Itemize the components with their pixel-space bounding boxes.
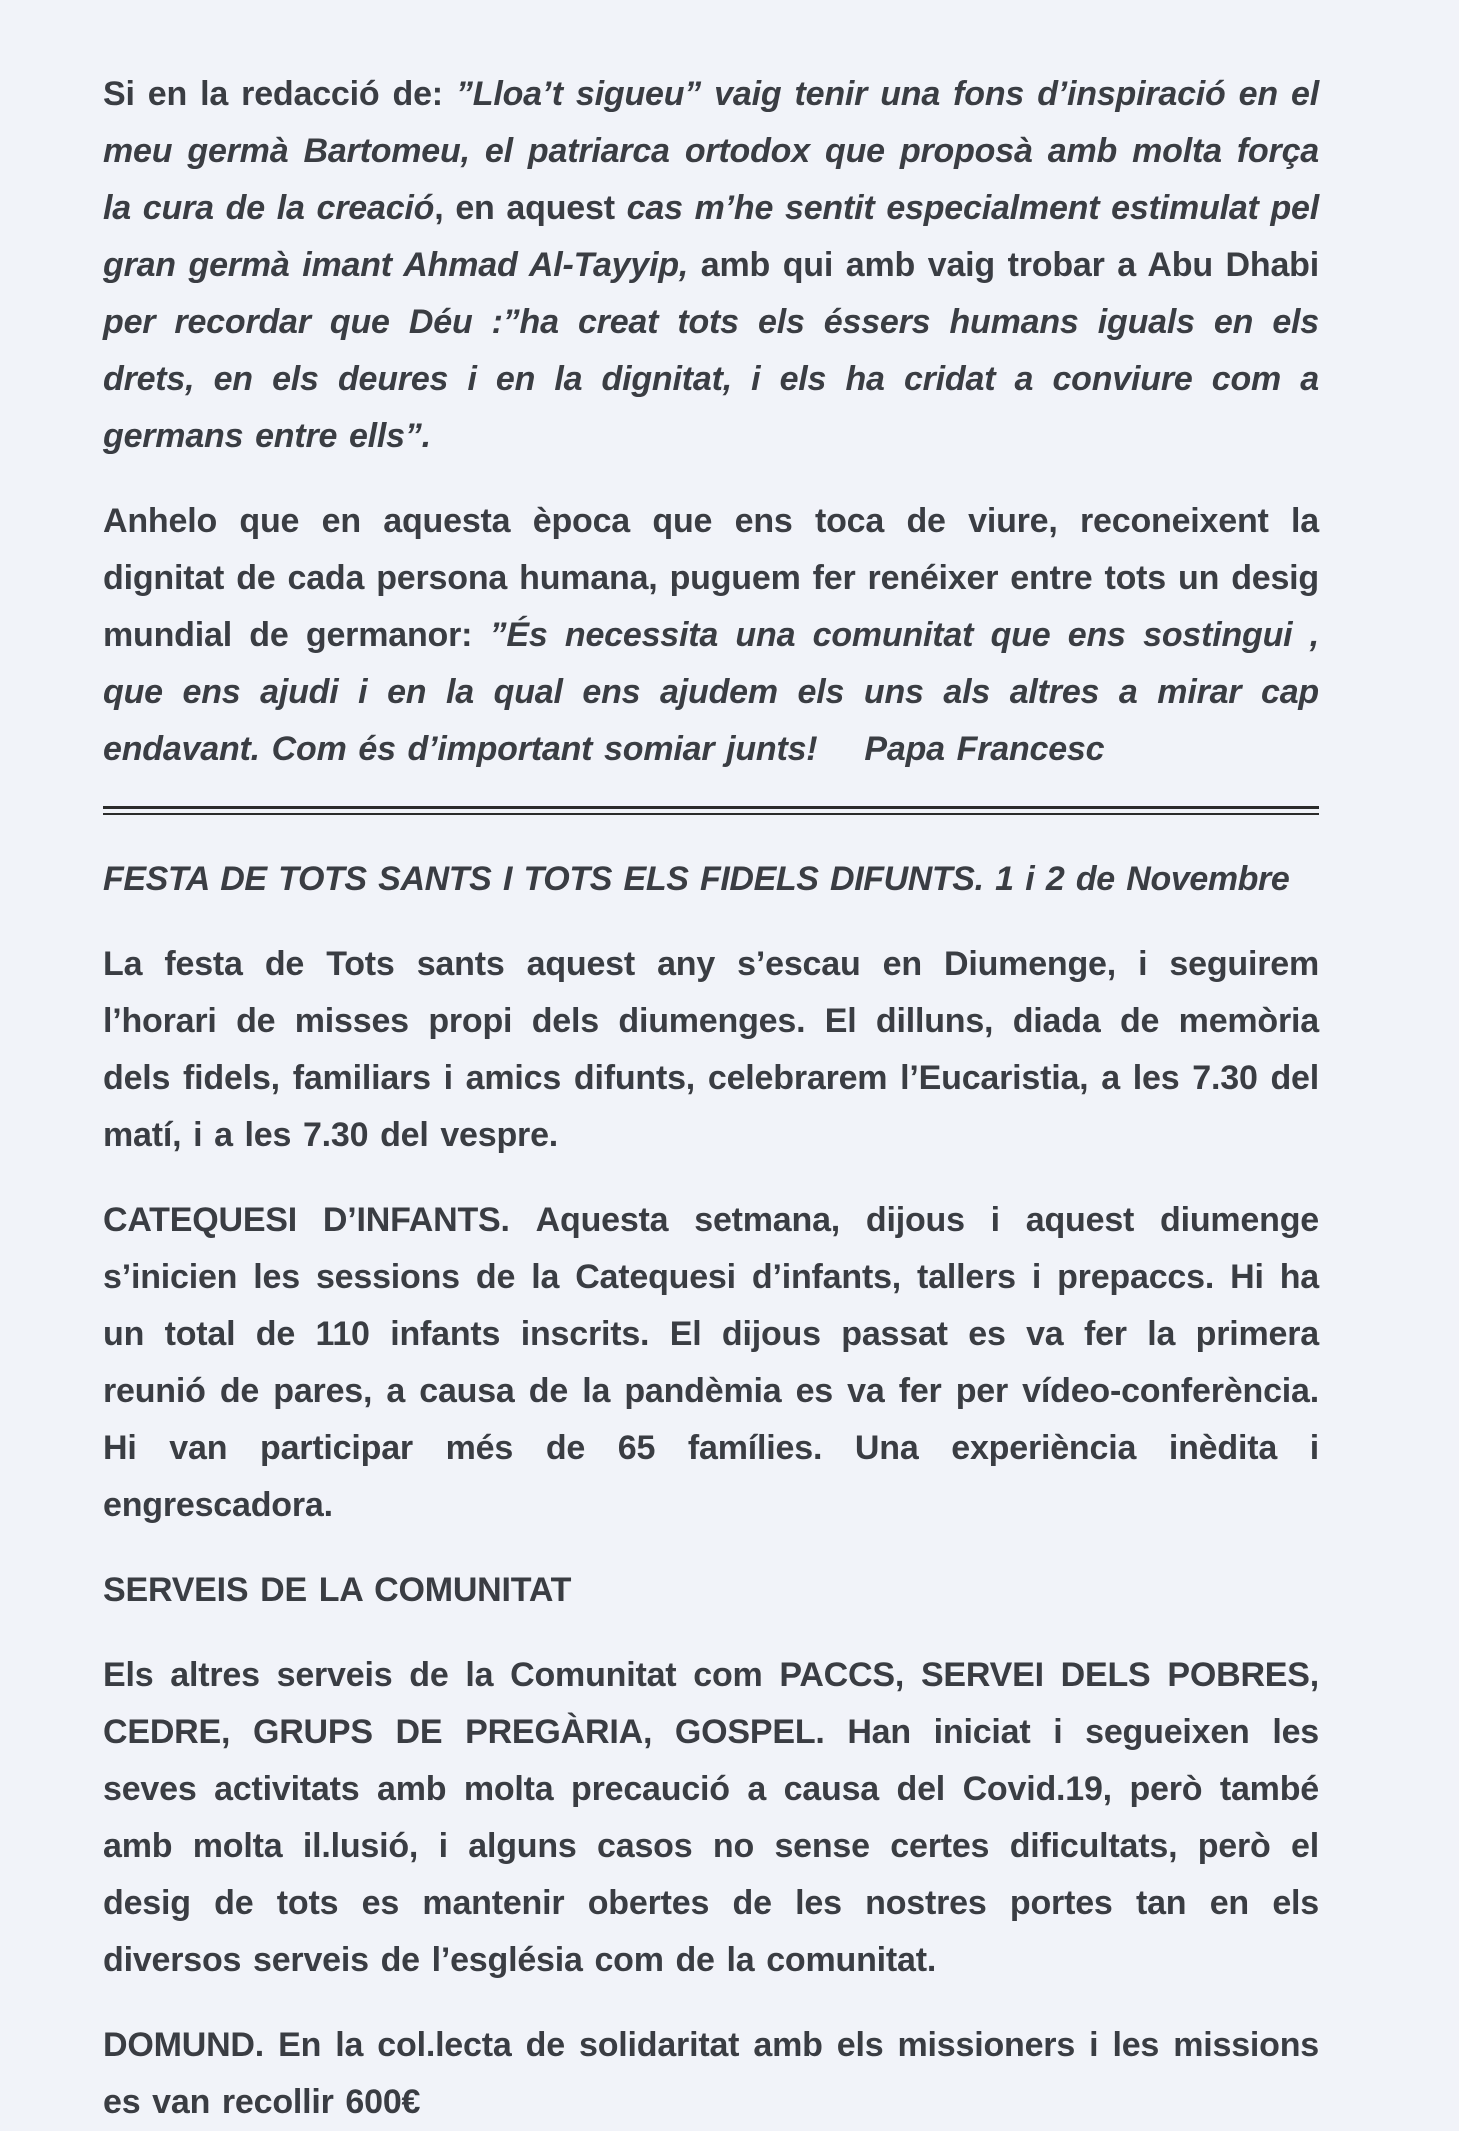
text-run: Si en la redacció de: xyxy=(103,75,456,113)
heading-text: FESTA DE TOTS SANTS I TOTS ELS FIDELS DIFUNTS. 1 i 2 de Novembre xyxy=(103,860,1290,898)
text-run: Anhelo que en aquesta època que ens toca de viure, reconeixent la dignitat de cada persona humana, puguem fer renéixer entre tots un desig mundial de germanor: xyxy=(103,502,1319,654)
heading-text: SERVEIS DE LA COMUNITAT xyxy=(103,1571,572,1609)
text-run: , en aquest xyxy=(434,189,627,227)
text-run: Aquesta setmana, dijous i aquest diumenge s’inicien les sessions de la Catequesi d’infants, tallers i prepaccs. Hi ha un total de 110 infants inscrits. El dijous passat es va fer la primera reunió de pares, a causa de la pandèmia es va fer per vídeo-conferència. Hi van participar més de 65 famílies. Una experiència inèdita i engrescadora. xyxy=(103,1201,1319,1524)
intro-quote-paragraph xyxy=(103,66,1319,465)
text-run: La festa de Tots sants aquest any s’escau en Diumenge, i seguirem l’horari de misses propi dels diumenges. El dilluns, diada de memòria dels fidels, familiars i amics difunts, celebrarem l’Eucaristia, a les 7.30 del matí, i a les 7.30 del vespre. xyxy=(103,945,1319,1154)
catequesi-paragraph xyxy=(103,1192,1319,1534)
anhelo-paragraph xyxy=(103,493,1319,778)
text-run-italic: ”Lloa’t sigueu” vaig tenir una fons d’inspiració en el meu germà Bartomeu, el patriarca ortodox que proposà amb molta força la cura de la creació xyxy=(103,75,1319,227)
festa-paragraph xyxy=(103,936,1319,1164)
serveis-heading xyxy=(103,1562,1319,1619)
text-run: amb qui amb vaig trobar a Abu Dhabi xyxy=(700,246,1319,284)
paragraph-lead-in: CATEQUESI D’INFANTS. xyxy=(103,1201,536,1239)
text-run: Els altres serveis de la Comunitat com PACCS, SERVEI DELS POBRES, CEDRE, GRUPS DE PREGÀRIA, GOSPEL. Han iniciat i segueixen les seves activitats amb molta precaució a causa del Covid.19, però també amb molta il.lusió, i alguns casos no sense certes dificultats, però el desig de tots es mantenir obertes de les nostres portes tan en els diversos serveis de l’església com de la comunitat. xyxy=(103,1656,1319,1979)
text-run-italic: ”És necessita una comunitat que ens sostingui , que ens ajudi i en la qual ens ajudem els uns als altres a mirar cap endavant. Com és d’important somiar junts! xyxy=(103,616,1319,768)
text-run-italic: per recordar que Déu :”ha creat tots els éssers humans iguals en els drets, en els deures i en la dignitat, i els ha cridat a conviure com a germans entre ells”. xyxy=(103,303,1319,455)
paragraph-lead-in: DOMUND. xyxy=(103,2026,279,2064)
section-divider xyxy=(103,806,1319,815)
serveis-paragraph xyxy=(103,1647,1319,1989)
pope-attribution: Papa Francesc xyxy=(817,730,1105,768)
festa-heading xyxy=(103,851,1319,908)
text-run-italic: cas m’he sentit especialment estimulat pel gran germà imant Ahmad Al-Tayyip, xyxy=(103,189,1320,284)
text-run: En la col.lecta de solidaritat amb els missioners i les missions es van recollir 600€ xyxy=(103,2026,1319,2121)
domund-paragraph xyxy=(103,2017,1319,2131)
